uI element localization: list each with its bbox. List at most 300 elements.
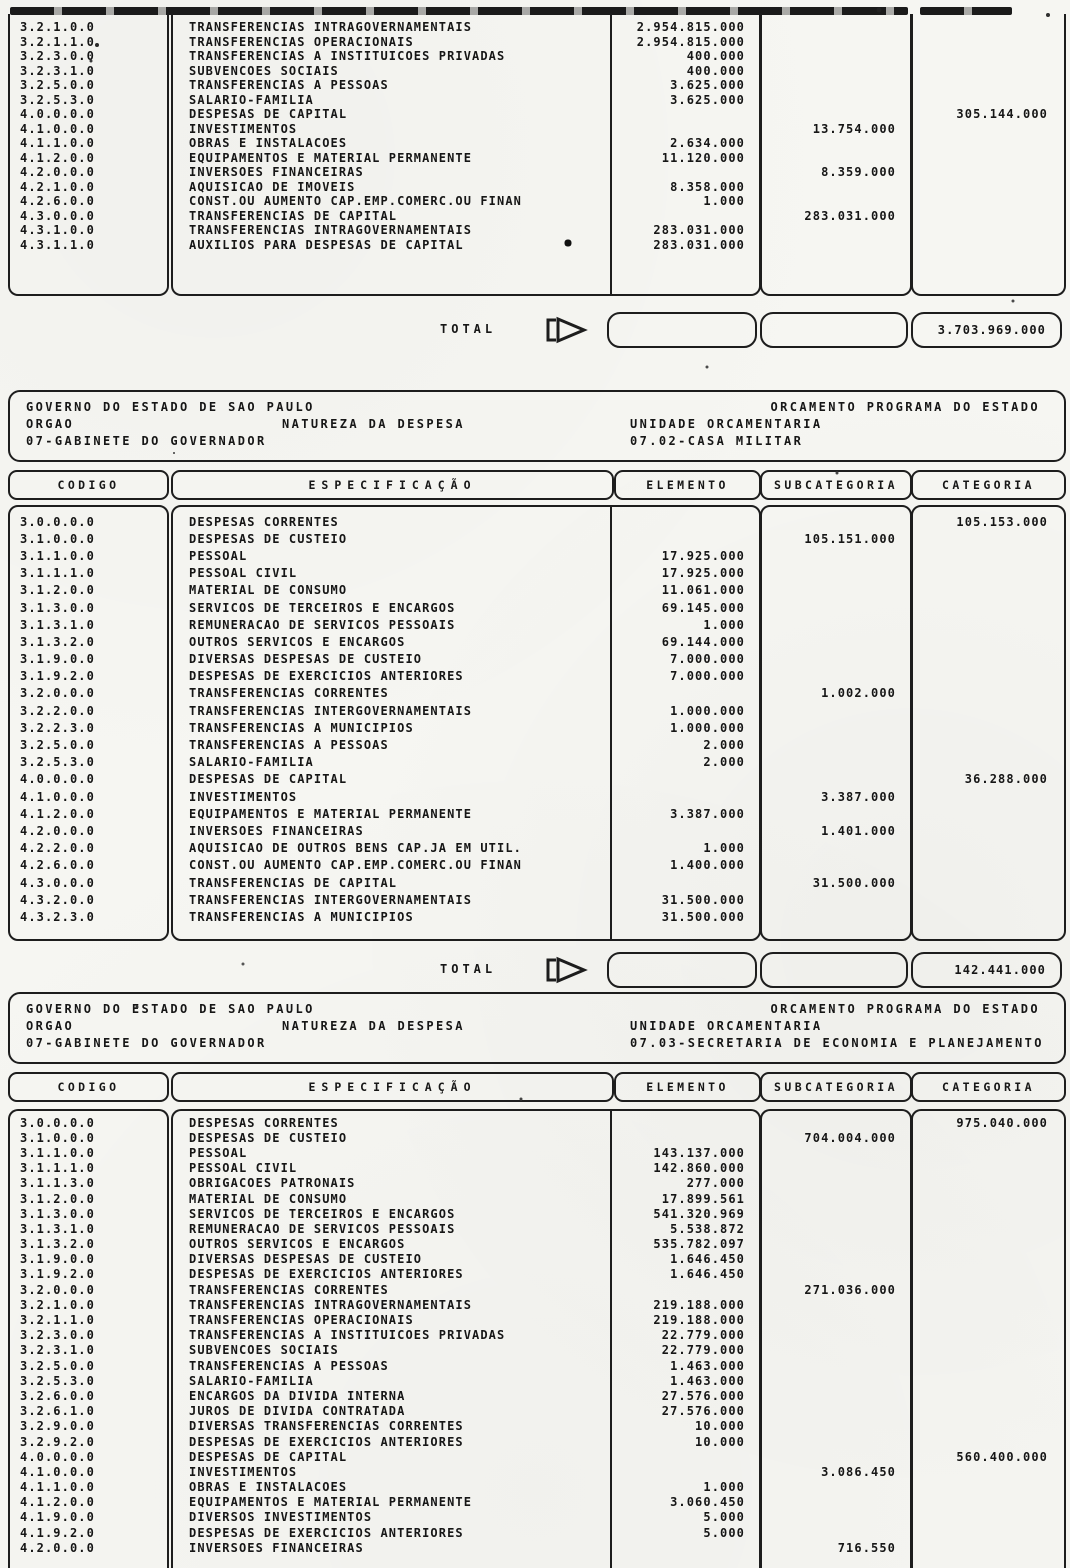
code-cell: 3.1.3.0.0 [20, 1206, 95, 1221]
table-row [8, 1404, 1062, 1419]
elemento-cell: 69.145.000 [661, 600, 745, 615]
code-cell: 3.1.3.1.0 [20, 617, 95, 632]
code-cell: 4.2.2.0.0 [20, 841, 95, 856]
spec-cell: INVERSOES FINANCEIRAS [189, 165, 364, 180]
spec-cell: OUTROS SERVICOS E ENCARGOS [189, 634, 406, 649]
code-cell: 3.2.3.1.0 [20, 63, 95, 78]
elemento-cell: 27.576.000 [661, 1388, 745, 1403]
code-cell: 4.0.0.0.0 [20, 107, 95, 122]
elemento-cell: 219.188.000 [653, 1297, 745, 1312]
column-header-row [8, 1072, 1062, 1102]
categoria-cell: 36.288.000 [964, 772, 1048, 787]
table-row [8, 1267, 1062, 1282]
code-cell: 3.1.3.0.0 [20, 600, 95, 615]
code-cell: 3.2.5.0.0 [20, 78, 95, 93]
elemento-cell: 1.000 [703, 617, 745, 632]
table-row [8, 93, 1062, 108]
total-elemento-box [607, 312, 757, 348]
elemento-cell: 283.031.000 [653, 237, 745, 252]
code-cell: 4.2.6.0.0 [20, 858, 95, 873]
scan-artifacts [0, 0, 2, 2]
elemento-cell: 1.463.000 [670, 1358, 745, 1373]
table-row [8, 891, 1062, 908]
subcategoria-cell: 8.359.000 [821, 165, 896, 180]
subcategoria-cell: 704.004.000 [804, 1130, 896, 1145]
elemento-cell: 2.634.000 [670, 136, 745, 151]
spec-cell: DESPESAS DE CAPITAL [189, 107, 348, 122]
elemento-cell: 1.000 [703, 1480, 745, 1495]
spec-cell: DESPESAS DE EXERCICIOS ANTERIORES [189, 1434, 464, 1449]
table-row [8, 599, 1062, 616]
elemento-cell: 22.779.000 [661, 1328, 745, 1343]
code-cell: 3.1.1.1.0 [20, 1161, 95, 1176]
code-cell: 3.2.5.3.0 [20, 1373, 95, 1388]
spec-cell: DESPESAS DE EXERCICIOS ANTERIORES [189, 1267, 464, 1282]
elemento-cell: 17.925.000 [661, 548, 745, 563]
spec-cell: DIVERSAS DESPESAS DE CUSTEIO [189, 652, 423, 667]
total-arrow-icon [545, 315, 591, 345]
spec-cell: TRANSFERENCIAS A INSTITUICOES PRIVADAS [189, 49, 506, 64]
code-cell: 3.1.0.0.0 [20, 531, 95, 546]
code-cell: 3.0.0.0.0 [20, 1115, 95, 1130]
elemento-cell: 5.000 [703, 1510, 745, 1525]
elemento-cell: 3.060.450 [670, 1495, 745, 1510]
code-cell: 3.2.1.0.0 [20, 20, 95, 35]
elemento-cell: 2.000 [703, 738, 745, 753]
spec-cell: DESPESAS CORRENTES [189, 1115, 339, 1130]
spec-cell: TRANSFERENCIAS OPERACIONAIS [189, 1313, 414, 1328]
code-cell: 4.1.1.0.0 [20, 136, 95, 151]
total-arrow-icon [545, 955, 591, 985]
table-row [8, 1191, 1062, 1206]
elemento-header: ELEMENTO [614, 1072, 761, 1102]
spec-cell: AQUISICAO DE OUTROS BENS CAP.JA EM UTIL. [189, 841, 522, 856]
elemento-cell: 143.137.000 [653, 1145, 745, 1160]
table-row [8, 20, 1062, 35]
code-cell: 3.1.2.0.0 [20, 583, 95, 598]
spec-cell: DIVERSOS INVESTIMENTOS [189, 1510, 373, 1525]
elemento-cell: 3.625.000 [670, 78, 745, 93]
code-cell: 3.2.0.0.0 [20, 1282, 95, 1297]
table-rows [8, 513, 1062, 926]
categoria-cell: 560.400.000 [956, 1449, 1048, 1464]
table-row [8, 1540, 1062, 1555]
table-row [8, 1373, 1062, 1388]
spec-cell: DESPESAS DE CAPITAL [189, 1449, 348, 1464]
orgao-label: ORGAO [26, 1019, 75, 1033]
code-cell: 4.3.0.0.0 [20, 208, 95, 223]
orgao-value: 07-GABINETE DO GOVERNADOR [26, 1036, 267, 1050]
spec-cell: TRANSFERENCIAS A MUNICIPIOS [189, 909, 414, 924]
code-cell: 3.1.1.0.0 [20, 548, 95, 563]
table-row [8, 668, 1062, 685]
table-row [8, 223, 1062, 238]
spec-cell: TRANSFERENCIAS INTRAGOVERNAMENTAIS [189, 20, 473, 35]
elemento-cell: 11.120.000 [661, 150, 745, 165]
code-cell: 3.1.1.1.0 [20, 566, 95, 581]
table-row [8, 1176, 1062, 1191]
spec-cell: DESPESAS DE CUSTEIO [189, 531, 348, 546]
code-cell: 4.1.0.0.0 [20, 121, 95, 136]
spec-cell: AQUISICAO DE IMOVEIS [189, 179, 356, 194]
table-row [8, 1449, 1062, 1464]
elemento-cell: 1.400.000 [670, 858, 745, 873]
code-cell: 3.1.0.0.0 [20, 1130, 95, 1145]
code-cell: 4.1.0.0.0 [20, 789, 95, 804]
table-row [8, 1464, 1062, 1479]
table-row [8, 840, 1062, 857]
table-row [8, 1115, 1062, 1130]
table-row [8, 1161, 1062, 1176]
code-cell: 4.2.0.0.0 [20, 165, 95, 180]
spec-cell: DESPESAS DE EXERCICIOS ANTERIORES [189, 669, 464, 684]
table-row [8, 565, 1062, 582]
total-row [8, 312, 1062, 348]
code-cell: 4.1.2.0.0 [20, 150, 95, 165]
table-row [8, 685, 1062, 702]
total-elemento-box [607, 952, 757, 988]
table-row [8, 1221, 1062, 1236]
elemento-cell: 1.646.450 [670, 1267, 745, 1282]
code-cell: 3.2.2.0.0 [20, 703, 95, 718]
spec-cell: MATERIAL DE CONSUMO [189, 1191, 348, 1206]
total-subcategoria-box [760, 312, 908, 348]
table-rows [8, 1115, 1062, 1555]
natureza-label: NATUREZA DA DESPESA [282, 1019, 465, 1033]
elemento-cell: 10.000 [695, 1419, 745, 1434]
code-cell: 3.2.9.2.0 [20, 1434, 95, 1449]
table-row [8, 771, 1062, 788]
code-cell: 3.2.5.3.0 [20, 755, 95, 770]
elemento-cell: 17.925.000 [661, 566, 745, 581]
elemento-cell: 2.954.815.000 [636, 20, 745, 35]
table-row [8, 616, 1062, 633]
subcategoria-cell: 1.401.000 [821, 823, 896, 838]
table-row [8, 651, 1062, 668]
spec-cell: PESSOAL CIVIL [189, 1161, 298, 1176]
elemento-cell: 11.061.000 [661, 583, 745, 598]
table-row [8, 633, 1062, 650]
categoria-cell: 975.040.000 [956, 1115, 1048, 1130]
spec-cell: INVERSOES FINANCEIRAS [189, 1540, 364, 1555]
code-cell: 3.1.9.0.0 [20, 1252, 95, 1267]
especificacao-header: ESPECIFICAÇÃO [171, 470, 614, 500]
spec-cell: EQUIPAMENTOS E MATERIAL PERMANENTE [189, 1495, 473, 1510]
column-header-row [8, 470, 1062, 500]
subcategoria-header: SUBCATEGORIA [760, 470, 912, 500]
code-cell: 4.3.1.1.0 [20, 237, 95, 252]
code-cell: 3.1.3.2.0 [20, 634, 95, 649]
table-row [8, 874, 1062, 891]
table-row [8, 1419, 1062, 1434]
elemento-cell: 277.000 [686, 1176, 745, 1191]
elemento-cell: 31.500.000 [661, 892, 745, 907]
elemento-cell: 283.031.000 [653, 223, 745, 238]
table-row [8, 857, 1062, 874]
spec-cell: TRANSFERENCIAS A INSTITUICOES PRIVADAS [189, 1328, 506, 1343]
budget-table-casa-militar [8, 505, 1062, 941]
total-categoria-box [911, 312, 1062, 348]
table-row [8, 1206, 1062, 1221]
table-row [8, 1358, 1062, 1373]
table-row [8, 49, 1062, 64]
table-row [8, 530, 1062, 547]
elemento-cell: 17.899.561 [661, 1191, 745, 1206]
elemento-cell: 142.860.000 [653, 1161, 745, 1176]
elemento-cell: 2.000 [703, 755, 745, 770]
unidade-label: UNIDADE ORCAMENTARIA [630, 1019, 823, 1033]
table-row [8, 64, 1062, 79]
table-row [8, 908, 1062, 925]
spec-cell: DIVERSAS DESPESAS DE CUSTEIO [189, 1252, 423, 1267]
total-subcategoria-box [760, 952, 908, 988]
subcategoria-cell: 3.086.450 [821, 1464, 896, 1479]
elemento-cell: 1.000 [703, 841, 745, 856]
code-cell: 3.2.3.0.0 [20, 49, 95, 64]
subcategoria-cell: 3.387.000 [821, 789, 896, 804]
code-cell: 3.2.5.0.0 [20, 738, 95, 753]
table-row [8, 1510, 1062, 1525]
elemento-cell: 5.000 [703, 1525, 745, 1540]
spec-cell: EQUIPAMENTOS E MATERIAL PERMANENTE [189, 150, 473, 165]
spec-cell: DESPESAS DE CUSTEIO [189, 1130, 348, 1145]
table-row [8, 209, 1062, 224]
elemento-header: ELEMENTO [614, 470, 761, 500]
spec-cell: TRANSFERENCIAS INTERGOVERNAMENTAIS [189, 703, 473, 718]
program-title: ORCAMENTO PROGRAMA DO ESTADO [770, 400, 1040, 414]
table-rows [8, 20, 1062, 252]
code-cell: 4.3.2.3.0 [20, 909, 95, 924]
elemento-cell: 7.000.000 [670, 669, 745, 684]
subcategoria-cell: 283.031.000 [804, 208, 896, 223]
subcategoria-header: SUBCATEGORIA [760, 1072, 912, 1102]
elemento-cell: 1.463.000 [670, 1373, 745, 1388]
table-row [8, 107, 1062, 122]
elemento-cell: 219.188.000 [653, 1313, 745, 1328]
elemento-cell: 541.320.969 [653, 1206, 745, 1221]
table-row [8, 736, 1062, 753]
table-row [8, 1237, 1062, 1252]
subcategoria-cell: 105.151.000 [804, 531, 896, 546]
subcategoria-cell: 716.550 [837, 1540, 896, 1555]
code-cell: 3.1.1.3.0 [20, 1176, 95, 1191]
spec-cell: PESSOAL CIVIL [189, 566, 298, 581]
spec-cell: TRANSFERENCIAS A PESSOAS [189, 1358, 389, 1373]
code-cell: 3.1.3.1.0 [20, 1221, 95, 1236]
elemento-cell: 22.779.000 [661, 1343, 745, 1358]
unidade-value: 07.02-CASA MILITAR [630, 434, 804, 448]
elemento-cell: 1.000.000 [670, 720, 745, 735]
spec-cell: TRANSFERENCIAS A PESSOAS [189, 78, 389, 93]
table-row [8, 754, 1062, 771]
subcategoria-cell: 271.036.000 [804, 1282, 896, 1297]
elemento-cell: 1.000 [703, 194, 745, 209]
code-cell: 4.1.9.0.0 [20, 1510, 95, 1525]
code-cell: 4.1.0.0.0 [20, 1464, 95, 1479]
spec-cell: DESPESAS CORRENTES [189, 514, 339, 529]
spec-cell: OBRAS E INSTALACOES [189, 1480, 348, 1495]
elemento-cell: 400.000 [686, 63, 745, 78]
elemento-cell: 3.387.000 [670, 806, 745, 821]
spec-cell: TRANSFERENCIAS A MUNICIPIOS [189, 720, 414, 735]
spec-cell: SERVICOS DE TERCEIROS E ENCARGOS [189, 1206, 456, 1221]
spec-cell: INVESTIMENTOS [189, 121, 298, 136]
total-value: 3.703.969.000 [937, 323, 1046, 337]
spec-cell: INVESTIMENTOS [189, 789, 298, 804]
spec-cell: TRANSFERENCIAS OPERACIONAIS [189, 34, 414, 49]
code-cell: 3.2.2.3.0 [20, 720, 95, 735]
budget-table-secretaria-economia [8, 1109, 1062, 1568]
table-row [8, 1297, 1062, 1312]
elemento-cell: 10.000 [695, 1434, 745, 1449]
unidade-value: 07.03-SECRETARIA DE ECONOMIA E PLANEJAMENTO [630, 1036, 1044, 1050]
total-row [8, 952, 1062, 988]
code-cell: 4.1.2.0.0 [20, 806, 95, 821]
code-cell: 4.2.0.0.0 [20, 823, 95, 838]
spec-cell: DESPESAS DE EXERCICIOS ANTERIORES [189, 1525, 464, 1540]
table-row [8, 1480, 1062, 1495]
org-header-secretaria-economia [8, 992, 1066, 1064]
table-row [8, 35, 1062, 50]
table-row [8, 122, 1062, 137]
table-row [8, 582, 1062, 599]
unidade-label: UNIDADE ORCAMENTARIA [630, 417, 823, 431]
table-row [8, 1130, 1062, 1145]
table-row [8, 1388, 1062, 1403]
elemento-cell: 7.000.000 [670, 652, 745, 667]
subcategoria-cell: 13.754.000 [812, 121, 896, 136]
categoria-header: CATEGORIA [911, 1072, 1066, 1102]
code-cell: 3.1.9.2.0 [20, 1267, 95, 1282]
categoria-header: CATEGORIA [911, 470, 1066, 500]
spec-cell: REMUNERACAO DE SERVICOS PESSOAIS [189, 617, 456, 632]
categoria-cell: 305.144.000 [956, 107, 1048, 122]
spec-cell: SUBVENCOES SOCIAIS [189, 63, 339, 78]
table-row [8, 805, 1062, 822]
elemento-cell: 535.782.097 [653, 1237, 745, 1252]
table-row [8, 719, 1062, 736]
elemento-cell: 27.576.000 [661, 1404, 745, 1419]
table-row [8, 1328, 1062, 1343]
government-title: GOVERNO DO ESTADO DE SAO PAULO [26, 400, 315, 414]
code-cell: 3.1.1.0.0 [20, 1145, 95, 1160]
elemento-cell: 31.500.000 [661, 909, 745, 924]
elemento-cell: 1.646.450 [670, 1252, 745, 1267]
code-cell: 3.2.1.1.0 [20, 1313, 95, 1328]
spec-cell: MATERIAL DE CONSUMO [189, 583, 348, 598]
code-cell: 3.1.2.0.0 [20, 1191, 95, 1206]
table-row [8, 1525, 1062, 1540]
code-cell: 4.3.1.0.0 [20, 223, 95, 238]
elemento-cell: 3.625.000 [670, 92, 745, 107]
code-cell: 3.1.9.0.0 [20, 652, 95, 667]
table-row [8, 238, 1062, 253]
org-header-casa-militar [8, 390, 1066, 462]
code-cell: 4.1.2.0.0 [20, 1495, 95, 1510]
spec-cell: OBRAS E INSTALACOES [189, 136, 348, 151]
spec-cell: CONST.OU AUMENTO CAP.EMP.COMERC.OU FINAN [189, 194, 522, 209]
subcategoria-cell: 31.500.000 [812, 875, 896, 890]
code-cell: 4.0.0.0.0 [20, 772, 95, 787]
table-row [8, 151, 1062, 166]
spec-cell: OUTROS SERVICOS E ENCARGOS [189, 1237, 406, 1252]
table-row [8, 1282, 1062, 1297]
codigo-header: CODIGO [8, 470, 169, 500]
spec-cell: TRANSFERENCIAS A PESSOAS [189, 738, 389, 753]
subcategoria-cell: 1.002.000 [821, 686, 896, 701]
spec-cell: DIVERSAS TRANSFERENCIAS CORRENTES [189, 1419, 464, 1434]
code-cell: 3.2.5.3.0 [20, 92, 95, 107]
elemento-cell: 5.538.872 [670, 1221, 745, 1236]
code-cell: 3.2.6.1.0 [20, 1404, 95, 1419]
government-title: GOVERNO DO ESTADO DE SAO PAULO [26, 1002, 315, 1016]
table-row [8, 1434, 1062, 1449]
natureza-label: NATUREZA DA DESPESA [282, 417, 465, 431]
code-cell: 3.2.3.0.0 [20, 1328, 95, 1343]
code-cell: 3.1.3.2.0 [20, 1237, 95, 1252]
table-row [8, 78, 1062, 93]
code-cell: 3.2.0.0.0 [20, 686, 95, 701]
table-row [8, 513, 1062, 530]
table-row [8, 1495, 1062, 1510]
spec-cell: TRANSFERENCIAS CORRENTES [189, 1282, 389, 1297]
spec-cell: SUBVENCOES SOCIAIS [189, 1343, 339, 1358]
code-cell: 4.2.6.0.0 [20, 194, 95, 209]
code-cell: 4.3.2.0.0 [20, 892, 95, 907]
spec-cell: SALARIO-FAMILIA [189, 1373, 314, 1388]
code-cell: 4.0.0.0.0 [20, 1449, 95, 1464]
spec-cell: EQUIPAMENTOS E MATERIAL PERMANENTE [189, 806, 473, 821]
spec-cell: TRANSFERENCIAS DE CAPITAL [189, 208, 398, 223]
spec-cell: PESSOAL [189, 1145, 248, 1160]
spec-cell: TRANSFERENCIAS INTERGOVERNAMENTAIS [189, 892, 473, 907]
table-row [8, 1312, 1062, 1327]
table-row [8, 1252, 1062, 1267]
spec-cell: CONST.OU AUMENTO CAP.EMP.COMERC.OU FINAN [189, 858, 522, 873]
code-cell: 3.2.5.0.0 [20, 1358, 95, 1373]
table-row [8, 165, 1062, 180]
spec-cell: DESPESAS DE CAPITAL [189, 772, 348, 787]
program-title: ORCAMENTO PROGRAMA DO ESTADO [770, 1002, 1040, 1016]
orgao-label: ORGAO [26, 417, 75, 431]
spec-cell: TRANSFERENCIAS DE CAPITAL [189, 875, 398, 890]
elemento-cell: 400.000 [686, 49, 745, 64]
code-cell: 4.1.1.0.0 [20, 1480, 95, 1495]
table-row [8, 194, 1062, 209]
table-row [8, 136, 1062, 151]
table-row [8, 1145, 1062, 1160]
code-cell: 3.2.1.0.0 [20, 1297, 95, 1312]
code-cell: 3.2.3.1.0 [20, 1343, 95, 1358]
table-row [8, 788, 1062, 805]
spec-cell: JUROS DE DIVIDA CONTRATADA [189, 1404, 406, 1419]
elemento-cell: 8.358.000 [670, 179, 745, 194]
budget-table-continuation [8, 14, 1062, 296]
table-row [8, 1343, 1062, 1358]
table-row [8, 180, 1062, 195]
codigo-header: CODIGO [8, 1072, 169, 1102]
code-cell: 3.0.0.0.0 [20, 514, 95, 529]
code-cell: 3.2.6.0.0 [20, 1388, 95, 1403]
elemento-cell: 1.000.000 [670, 703, 745, 718]
spec-cell: TRANSFERENCIAS CORRENTES [189, 686, 389, 701]
spec-cell: SALARIO-FAMILIA [189, 92, 314, 107]
code-cell: 4.2.1.0.0 [20, 179, 95, 194]
table-row [8, 547, 1062, 564]
code-cell: 4.2.0.0.0 [20, 1540, 95, 1555]
code-cell: 3.1.9.2.0 [20, 669, 95, 684]
spec-cell: TRANSFERENCIAS INTRAGOVERNAMENTAIS [189, 1297, 473, 1312]
